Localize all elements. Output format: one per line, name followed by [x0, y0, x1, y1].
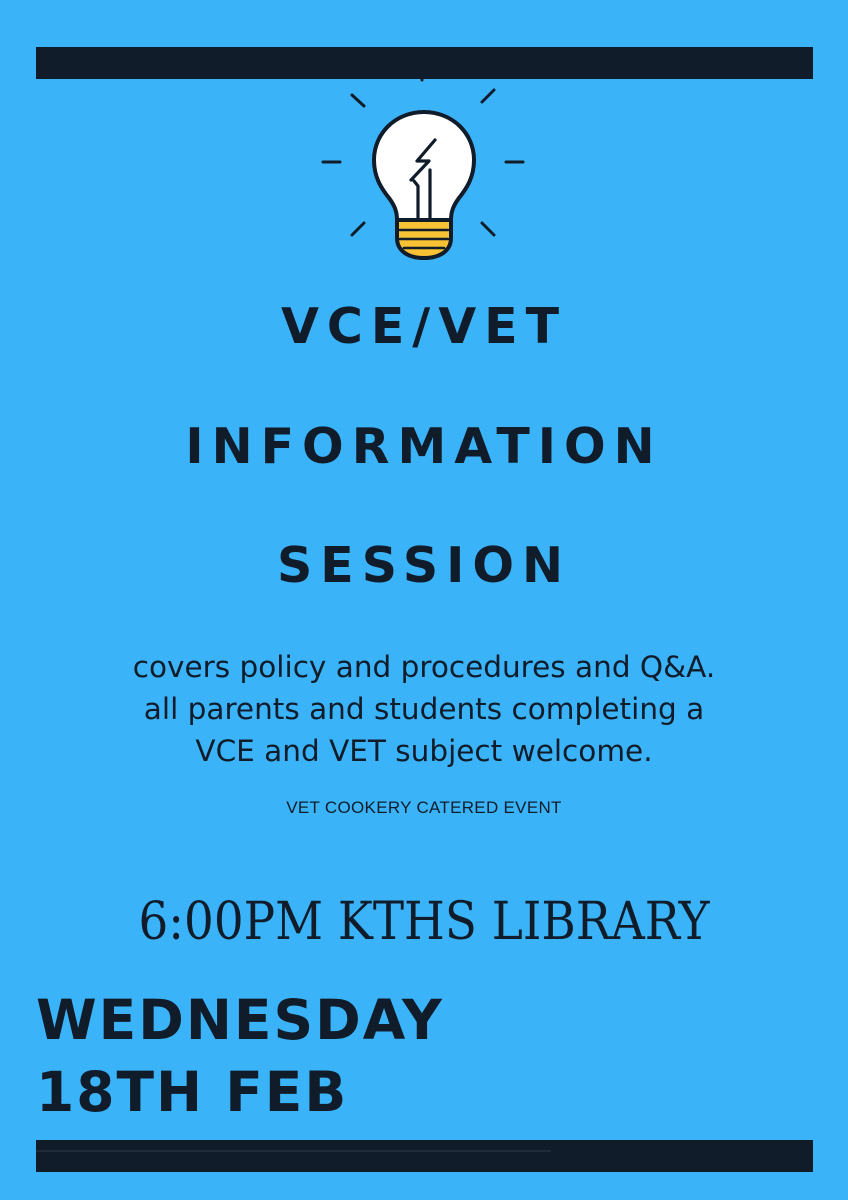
bottom-bar-accent-line: [36, 1150, 551, 1152]
title-line-3: SESSION: [276, 537, 572, 594]
description: [0, 646, 848, 772]
bottom-bar: [36, 1140, 813, 1172]
top-bar: [36, 47, 813, 79]
description-line-3: VCE and VET subject welcome.: [195, 734, 653, 768]
time-and-location: 6:00PM KTHS LIBRARY: [138, 892, 710, 952]
event-date: 18TH FEB: [36, 1060, 349, 1124]
title-line-2: INFORMATION: [185, 418, 663, 475]
catering-note: VET COOKERY CATERED EVENT: [286, 798, 562, 817]
description-line-1: covers policy and procedures and Q&A.: [132, 650, 716, 684]
event-day: WEDNESDAY: [36, 988, 444, 1052]
description-line-2: all parents and students completing a: [143, 692, 705, 726]
title-line-1: VCE/VET: [280, 298, 568, 355]
lightbulb-icon: [318, 78, 530, 264]
